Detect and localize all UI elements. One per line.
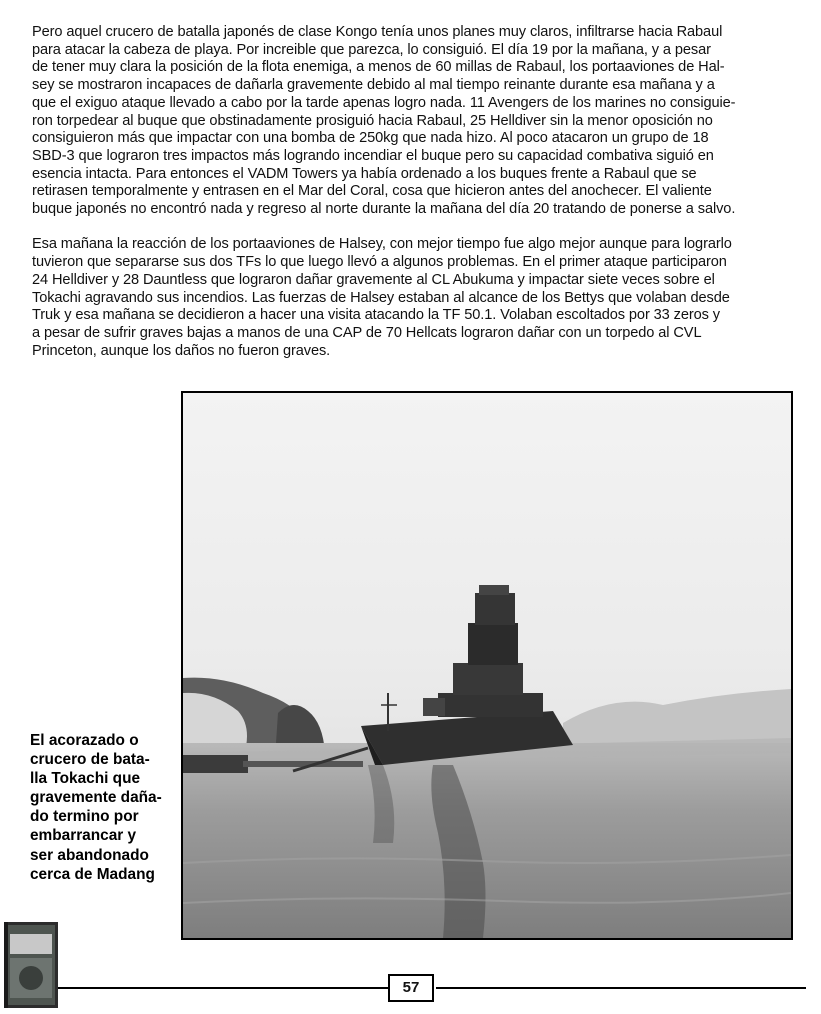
paragraph-1: Pero aquel crucero de batalla japonés de clase Kongo tenía unos planes muy claros, infiltrarse hacia Rabaul para atacar la cabeza de playa. Por increible que parezca, lo consiguió. El día 19 por la mañana, y a pesar de tener muy clara la posición de la flota enemiga, a menos de 60 millas de Rabaul, los portaaviones de Hal- sey se mostraron incapaces de dañarla gravemente debido al mal tiempo reinante durante esa mañana y a que el exiguo ataque llevado a cabo por la tarde apenas logro nada. 11 Avengers de los marines no consiguie- ron torpedear al buque que obstinadamente prosiguió hacia Rabaul, 25 Helldiver sin la menor oposición no consiguieron más que impactar con una bomba de 250kg que nada hizo. Al poco atacaron un grupo de 18 SBD-3 que lograron tres impactos más logrando incendiar el buque pero su capacidad combativa siguió en esencia intacta. Para entonces el VADM Towers ya había ordenado a los buques frente a Rabaul que se retirasen temporalmente y entrasen en el Mar del Coral, cosa que hicieron antes del anochecer. El valiente buque japonés no encontró nada y regreso al norte durante la mañana del día 20 tratando de ponerse a salvo. <box>32 24 736 218</box>
footer-rule-left <box>58 987 388 989</box>
ship-photo-illustration <box>183 393 791 938</box>
page-number: 57 <box>388 974 434 1002</box>
footer-rule-right <box>436 987 806 989</box>
game-box-icon <box>4 922 58 1008</box>
paragraph-2: Esa mañana la reacción de los portaaviones de Halsey, con mejor tiempo fue algo mejor aunque para lograrlo tuvieron que separarse sus dos TFs lo que luego llevó a algunos problemas. En el primer ataque participaron 24 Helldiver y 28 Dauntless que lograron dañar gravemente al CL Abukuma y impactar siete veces sobre el Tokachi agravando sus incendios. Las fuerzas de Halsey estaban al alcance de los Bettys que volaban desde Truk y esa mañana se decidieron a hacer una visita atacando la TF 50.1. Volaban escoltados por 33 zeros y a pesar de sufrir graves bajas a manos de una CAP de 70 Hellcats lograron dañar con un torpedo al CVL Princeton, aunque los daños no fueron graves. <box>32 236 732 359</box>
photo-caption: El acorazado o crucero de bata- lla Tokachi que gravemente daña- do termino por embarrancar y ser abandonado cerca de Madang <box>30 732 162 883</box>
ship-photo <box>181 391 793 940</box>
article-body <box>32 24 800 378</box>
